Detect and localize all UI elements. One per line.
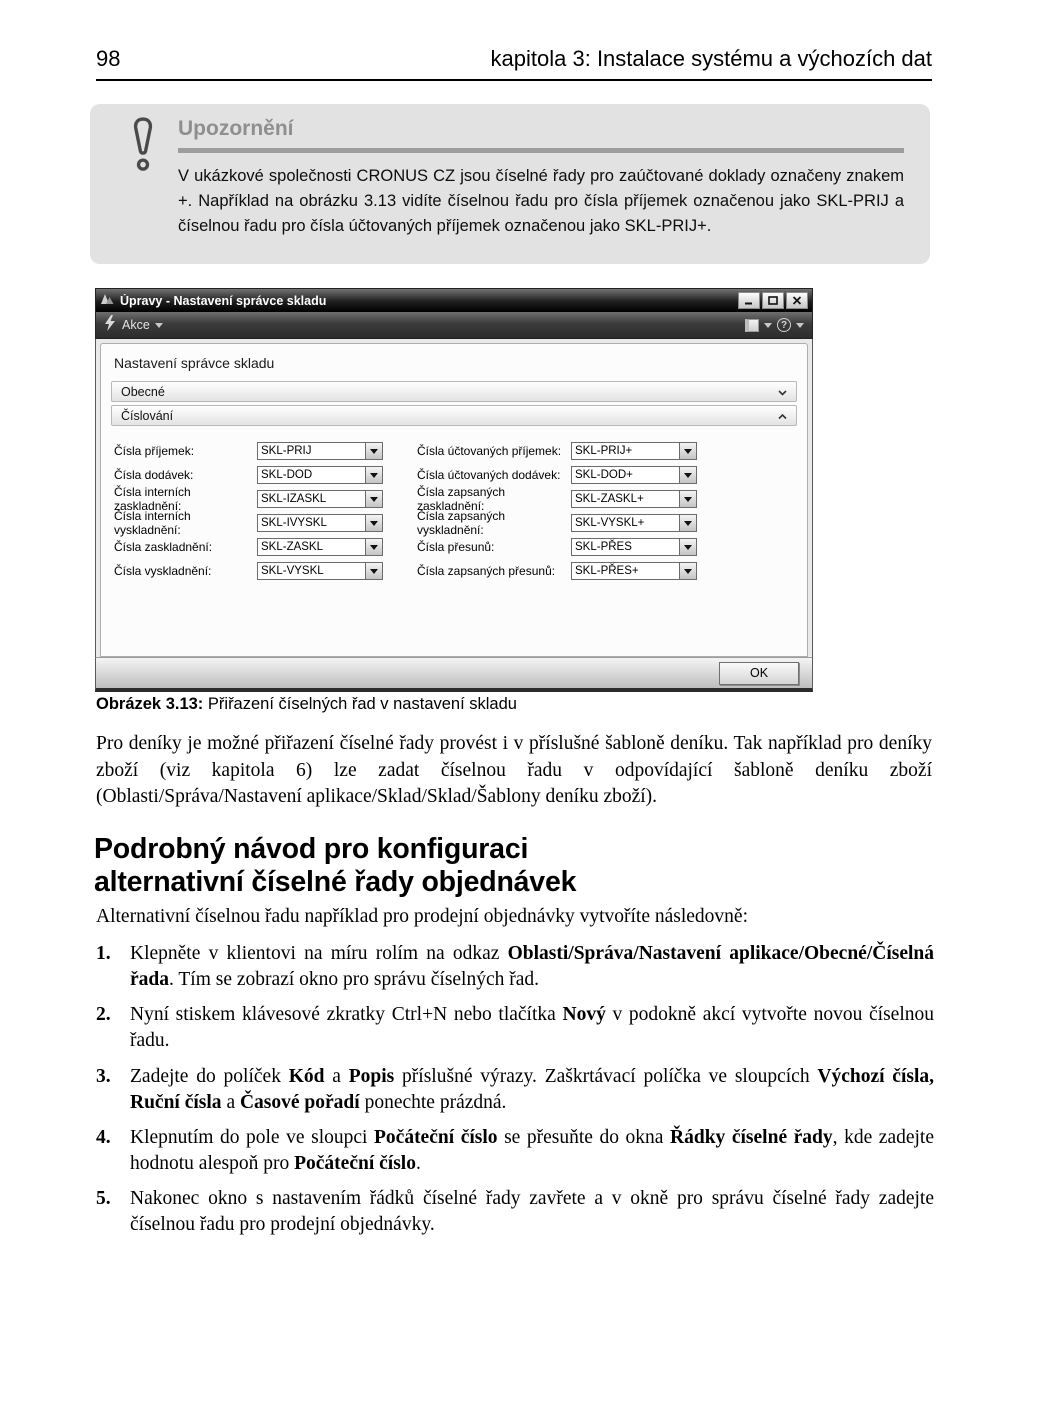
combo-value: SKL-ZASKL+: [575, 493, 644, 505]
step-text: Klepněte v klientovi na míru rolím na odkaz Oblasti/Správa/Nastavení aplikace/Obecné/Číselná řada. Tím se zobrazí okno pro správu číselných řad.: [130, 943, 934, 991]
section-header-cislovani[interactable]: [111, 405, 797, 426]
chevron-down-icon: [370, 545, 378, 550]
app-icon: [100, 291, 115, 310]
combo-dropdown-button[interactable]: [365, 491, 382, 507]
warning-box: [90, 104, 930, 264]
combobox[interactable]: [571, 562, 697, 580]
dialog-window: [95, 288, 813, 692]
field-label-left: Čísla zaskladnění:: [114, 540, 213, 554]
step-number: 2.: [96, 1004, 111, 1026]
combo-dropdown-button[interactable]: [365, 443, 382, 459]
chevron-down-icon: [370, 497, 378, 502]
field-label-left: Čísla dodávek:: [114, 468, 194, 482]
help-icon[interactable]: ?: [777, 318, 791, 332]
window-controls: [738, 292, 808, 309]
field-label-right: Čísla účtovaných příjemek:: [417, 444, 562, 458]
combo-dropdown-button[interactable]: [365, 467, 382, 483]
field-row: [101, 559, 807, 583]
page-number: 98: [96, 46, 121, 71]
chevron-down-icon: [684, 521, 692, 526]
combobox[interactable]: [571, 538, 697, 556]
toolbar-right-group: [745, 318, 804, 332]
chevron-down-icon: [370, 569, 378, 574]
field-label-right: Čísla přesunů:: [417, 540, 495, 554]
combo-value: SKL-IVYSKL: [261, 517, 327, 529]
field-row: [101, 535, 807, 559]
field-label-right: Čísla zapsaných vyskladnění:: [417, 509, 506, 537]
combo-dropdown-button[interactable]: [679, 539, 696, 555]
intro-paragraph: Alternativní číselnou řadu například pro prodejní objednávky vytvoříte následovně:: [96, 906, 748, 927]
combo-dropdown-button[interactable]: [679, 443, 696, 459]
section-label: Číslování: [121, 408, 174, 423]
step-item: [96, 1002, 934, 1054]
dialog-body: [95, 339, 813, 657]
chevron-down-icon: [764, 323, 772, 328]
field-label-left: Čísla příjemek:: [114, 444, 195, 458]
combo-value: SKL-PŘES+: [575, 565, 639, 577]
combobox[interactable]: [571, 466, 697, 484]
step-item: [96, 1186, 934, 1238]
section-heading-line2: alternativní číselné řady objednávek: [94, 866, 577, 899]
combo-value: SKL-PRIJ+: [575, 445, 633, 457]
chevron-down-icon: [684, 545, 692, 550]
combo-dropdown-button[interactable]: [679, 467, 696, 483]
combo-value: SKL-PŘES: [575, 541, 632, 553]
combo-dropdown-button[interactable]: [679, 563, 696, 579]
combobox[interactable]: [257, 466, 383, 484]
step-number: 3.: [96, 1065, 111, 1087]
step-text: Klepnutím do pole ve sloupci Počáteční číslo se přesuňte do okna Řádky číselné řady, kde zadejte hodnotu alespoň pro Počáteční číslo.: [130, 1126, 935, 1174]
step-text: Nyní stiskem klávesové zkratky Ctrl+N nebo tlačítka Nový v podokně akcí vytvořte novou číselnou řadu.: [130, 1004, 934, 1052]
combobox[interactable]: [257, 490, 383, 508]
step-number: 4.: [96, 1126, 111, 1148]
combo-dropdown-button[interactable]: [679, 515, 696, 531]
dialog-titlebar[interactable]: [95, 288, 813, 312]
field-label-right: Čísla zapsaných zaskladnění:: [417, 485, 506, 513]
form-title: Nastavení správce skladu: [114, 355, 275, 371]
step-number: 1.: [96, 943, 111, 964]
figure-caption: [96, 695, 517, 714]
chapter-title: kapitola 3: Instalace systému a výchozích dat: [490, 46, 932, 71]
field-label-left: Čísla interních vyskladnění:: [114, 509, 191, 537]
combo-value: SKL-VYSKL+: [575, 517, 645, 529]
chevron-down-icon: [684, 473, 692, 478]
warning-text: V ukázkové společnosti CRONUS CZ jsou číselné řady pro zaúčtované doklady označeny znakem +. Například na obrázku 3.13 vidíte číselnou řadu pro čísla příjemek označenou jako SKL-PRIJ a číselnou řadu pro čísla účtovaných příjemek označenou jako SKL-PRIJ+.: [178, 167, 904, 236]
step-item: [96, 1064, 934, 1116]
chevron-down-icon: [370, 449, 378, 454]
dialog-form-panel: [100, 343, 808, 657]
combobox[interactable]: [257, 442, 383, 460]
step-item: [96, 1125, 934, 1177]
combobox[interactable]: [257, 538, 383, 556]
chevron-up-icon: [778, 409, 787, 423]
combo-value: SKL-IZASKL: [261, 493, 327, 505]
field-label-left: Čísla interních zaskladnění:: [114, 485, 191, 513]
combo-dropdown-button[interactable]: [365, 539, 382, 555]
field-label-left: Čísla vyskladnění:: [114, 564, 212, 578]
field-row: [101, 487, 807, 511]
combo-value: SKL-PRIJ: [261, 445, 312, 457]
chevron-down-icon: [370, 473, 378, 478]
field-row: [101, 511, 807, 535]
combobox[interactable]: [571, 514, 697, 532]
actions-menu[interactable]: Akce: [122, 318, 150, 332]
dialog-footer: [95, 657, 813, 692]
warning-title: Upozornění: [178, 117, 294, 140]
section-label: Obecné: [121, 384, 165, 399]
window-title: Úpravy - Nastavení správce skladu: [120, 293, 327, 308]
related-info-icon[interactable]: [745, 319, 759, 332]
combo-dropdown-button[interactable]: [365, 515, 382, 531]
chevron-down-icon: [684, 449, 692, 454]
step-text: Zadejte do políček Kód a Popis příslušné výrazy. Zaškrtávací políčka ve sloupcích Výchozí čísla, Ruční čísla a Časové pořadí ponechte prázdná.: [130, 1065, 935, 1113]
combo-value: SKL-ZASKL: [261, 541, 323, 553]
combo-dropdown-button[interactable]: [365, 563, 382, 579]
combobox[interactable]: [257, 514, 383, 532]
chevron-down-icon: [155, 323, 163, 328]
section-header-obecne[interactable]: [111, 381, 797, 402]
warning-content: [178, 117, 904, 240]
body-paragraph: Pro deníky je možné přiřazení číselné řady provést i v příslušné šabloně deníku. Tak například pro deníky zboží (viz kapitola 6) lze zadat číselnou řadu v odpovídající šabloně deníku zboží (Oblasti/Správa/Nastavení aplikace/Sklad/Sklad/Šablony deníku zboží).: [96, 733, 932, 808]
ok-button[interactable]: OK: [719, 662, 799, 685]
chevron-down-icon: [778, 385, 787, 399]
step-item: [96, 941, 934, 993]
combobox[interactable]: [257, 562, 383, 580]
field-label-right: Čísla zapsaných přesunů:: [417, 564, 556, 578]
figure-caption-text: Přiřazení číselných řad v nastavení skladu: [203, 695, 517, 713]
chevron-down-icon: [684, 569, 692, 574]
dialog-fields: [101, 439, 807, 583]
dialog-toolbar: [95, 312, 813, 339]
step-number: 5.: [96, 1188, 111, 1209]
section-heading-line1: Podrobný návod pro konfiguraci: [94, 833, 529, 865]
combo-value: SKL-DOD: [261, 469, 313, 481]
combobox[interactable]: [571, 490, 697, 508]
chevron-down-icon: [370, 521, 378, 526]
combo-value: SKL-VYSKL: [261, 565, 324, 577]
field-row: [101, 439, 807, 463]
chevron-down-icon: [796, 323, 804, 328]
step-text: Nakonec okno s nastavením řádků číselné řady zavřete a v okně pro správu číselné řady zadejte číselnou řadu pro prodejní objednávky.: [130, 1188, 934, 1236]
field-row: [101, 463, 807, 487]
lightning-icon: [104, 315, 116, 336]
combo-value: SKL-DOD+: [575, 469, 633, 481]
chevron-down-icon: [684, 497, 692, 502]
exclamation-icon: [126, 117, 160, 178]
steps-list: [96, 941, 934, 1247]
field-label-right: Čísla účtovaných dodávek:: [417, 468, 561, 482]
page-header: [96, 46, 932, 81]
combo-dropdown-button[interactable]: [679, 491, 696, 507]
minimize-button[interactable]: [738, 292, 760, 309]
warning-divider: [178, 148, 904, 153]
maximize-button[interactable]: [762, 292, 784, 309]
combobox[interactable]: [571, 442, 697, 460]
figure-caption-label: Obrázek 3.13:: [96, 695, 204, 713]
section-heading: [94, 833, 794, 900]
close-button[interactable]: [786, 292, 808, 309]
